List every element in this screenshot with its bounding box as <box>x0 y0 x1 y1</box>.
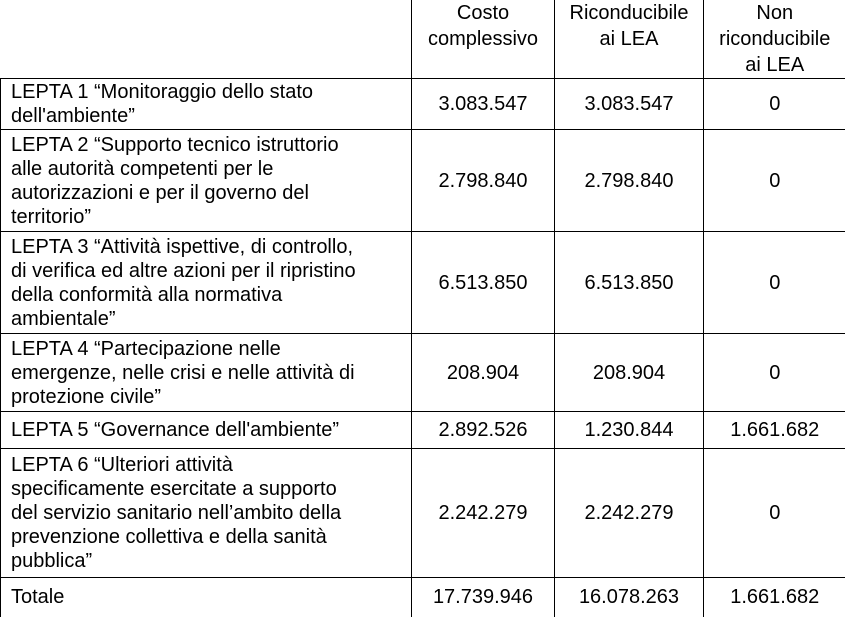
row-label-line: emergenze, nelle crisi e nelle attività di <box>11 361 407 385</box>
table-row-lepta-2 <box>1 130 845 232</box>
header-costo-complessivo <box>412 0 555 79</box>
row-label-line: protezione civile” <box>11 385 407 409</box>
cell-riconducibile: 6.513.850 <box>555 232 704 334</box>
table-row-lepta-5 <box>1 412 845 449</box>
row-label-line: alle autorità competenti per le <box>11 157 407 181</box>
cell-non-riconducibile: 0 <box>704 232 845 334</box>
row-label-line: LEPTA 5 “Governance dell'ambiente” <box>11 418 407 442</box>
row-label <box>1 79 412 130</box>
cell-riconducibile: 3.083.547 <box>555 79 704 130</box>
header-non-riconducibile <box>704 0 845 79</box>
cell-riconducibile: 2.798.840 <box>555 130 704 232</box>
row-label-line: della conformità alla normativa <box>11 283 407 307</box>
cell-costo-complessivo: 2.242.279 <box>412 449 555 578</box>
row-label <box>1 412 412 449</box>
cell-costo-complessivo: 2.892.526 <box>412 412 555 449</box>
table-row-lepta-4 <box>1 334 845 412</box>
cell-costo-complessivo: 208.904 <box>412 334 555 412</box>
cell-non-riconducibile: 0 <box>704 334 845 412</box>
cell-riconducibile: 1.230.844 <box>555 412 704 449</box>
total-riconducibile: 16.078.263 <box>555 578 704 617</box>
row-label-line: prevenzione collettiva e della sanità <box>11 525 407 549</box>
row-label <box>1 130 412 232</box>
row-label-line: del servizio sanitario nell’ambito della <box>11 501 407 525</box>
row-label-line: LEPTA 3 “Attività ispettive, di controllo, <box>11 235 407 259</box>
total-non-riconducibile: 1.661.682 <box>704 578 845 617</box>
row-label <box>1 449 412 578</box>
header-row <box>1 0 845 79</box>
row-label-line: LEPTA 6 “Ulteriori attività <box>11 453 407 477</box>
cell-non-riconducibile: 0 <box>704 449 845 578</box>
table-row-total <box>1 578 845 617</box>
cell-costo-complessivo: 6.513.850 <box>412 232 555 334</box>
header-riconducibile <box>555 0 704 79</box>
header-costo-line-2: complessivo <box>412 26 554 52</box>
row-label-line: ambientale” <box>11 307 407 331</box>
row-label-line: LEPTA 1 “Monitoraggio dello stato <box>11 80 407 104</box>
cell-non-riconducibile: 0 <box>704 79 845 130</box>
row-label-line: pubblica” <box>11 549 407 573</box>
cell-costo-complessivo: 3.083.547 <box>412 79 555 130</box>
row-label <box>1 334 412 412</box>
cell-riconducibile: 208.904 <box>555 334 704 412</box>
row-label-line: LEPTA 2 “Supporto tecnico istruttorio <box>11 133 407 157</box>
header-riconducibile-line-1: Riconducibile <box>555 0 703 26</box>
header-non-riconducibile-line-2: riconducibile <box>704 26 845 52</box>
row-label-line: di verifica ed altre azioni per il ripristino <box>11 259 407 283</box>
total-label: Totale <box>1 578 412 617</box>
row-label-line: LEPTA 4 “Partecipazione nelle <box>11 337 407 361</box>
row-label-line: dell'ambiente” <box>11 104 407 128</box>
row-label-line: autorizzazioni e per il governo del <box>11 181 407 205</box>
total-costo-complessivo: 17.739.946 <box>412 578 555 617</box>
header-non-riconducibile-line-3: ai LEA <box>704 52 845 78</box>
cell-non-riconducibile: 0 <box>704 130 845 232</box>
cell-non-riconducibile: 1.661.682 <box>704 412 845 449</box>
table-row-lepta-1 <box>1 79 845 130</box>
table-row-lepta-3 <box>1 232 845 334</box>
header-costo-line-1: Costo <box>412 0 554 26</box>
table-row-lepta-6 <box>1 449 845 578</box>
row-label-line: territorio” <box>11 205 407 229</box>
row-label-line: specificamente esercitate a supporto <box>11 477 407 501</box>
cell-riconducibile: 2.242.279 <box>555 449 704 578</box>
row-label <box>1 232 412 334</box>
header-non-riconducibile-line-1: Non <box>704 0 845 26</box>
cell-costo-complessivo: 2.798.840 <box>412 130 555 232</box>
header-riconducibile-line-2: ai LEA <box>555 26 703 52</box>
header-corner-cell <box>1 0 412 79</box>
